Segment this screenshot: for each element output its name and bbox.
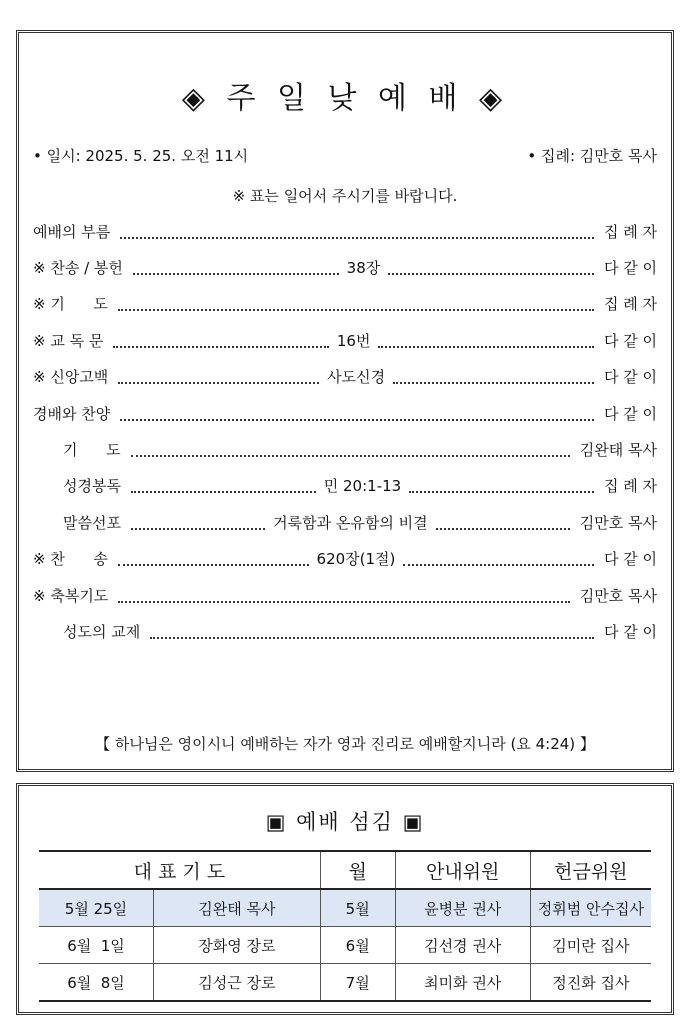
leader-dots [388,270,594,275]
order-item-label: 예배의 부름 [33,222,111,241]
standing-notice: ※ 표는 일어서 주시기를 바랍니다. [232,187,458,205]
order-item-label: ※ 기 도 [33,295,108,314]
table-row [39,964,651,1002]
usher: 최미화 권사 [395,964,530,1002]
leader-dots [133,270,339,275]
order-item [63,619,657,643]
duty-header-row [39,851,651,889]
offering: 정진화 집사 [530,964,651,1002]
month: 7월 [320,964,395,1002]
prayer-date: 5월 25일 [39,889,154,927]
order-item-detail: 거룩함과 온유함의 비결 [273,513,428,532]
order-item [33,401,657,425]
order-item-label: 경배와 찬양 [33,404,111,423]
service-leader: • 집례: 김만호 목사 [527,147,657,165]
leader-dots [131,452,570,457]
order-item-responsible: 다 같 이 [604,258,658,277]
usher: 김선경 권사 [395,927,530,964]
header-prayer: 대 표 기 도 [39,851,320,889]
leader-dots [409,488,594,493]
leader-dots [120,234,594,239]
header-offering: 헌금위원 [530,851,651,889]
order-item-detail: 사도신경 [327,368,386,387]
leader-dots [393,379,594,384]
order-item [33,255,657,279]
leader-dots [436,525,570,530]
worship-order-panel [16,30,674,772]
prayer-person: 장화영 장로 [154,927,321,964]
leader-dots [118,561,309,566]
order-item-label: ※ 신앙고백 [33,368,109,387]
order-item-detail: 620장(1절) [316,550,396,569]
order-item-detail: 38장 [346,258,381,277]
order-item [63,474,657,498]
order-item-responsible: 다 같 이 [603,404,657,423]
leader-dots [118,598,569,603]
table-row [39,927,651,964]
order-item-responsible: 김완태 목사 [579,440,657,459]
order-item-detail: 민 20:1-13 [323,477,402,496]
prayer-person: 김완태 목사 [154,889,321,927]
service-datetime: • 일시: 2025. 5. 25. 오전 11시 [33,147,249,165]
order-item-responsible: 다 같 이 [603,550,657,569]
order-item [63,510,657,534]
order-item-label: 기 도 [63,440,121,459]
order-item [33,365,657,389]
order-item-label: 말씀선포 [63,513,121,532]
leader-dots [113,343,329,348]
order-item [33,292,657,316]
header-month: 월 [320,851,395,889]
order-item [33,583,657,607]
order-item-responsible: 집 례 자 [603,222,657,241]
leader-dots [131,525,265,530]
order-item-responsible: 다 같 이 [603,622,657,641]
leader-dots [131,488,316,493]
table-row [39,889,651,927]
order-item-responsible: 집 례 자 [603,295,657,314]
leader-dots [378,343,594,348]
leader-dots [118,306,594,311]
prayer-date: 6월 8일 [39,964,154,1002]
month: 5월 [320,889,395,927]
prayer-person: 김성근 장로 [154,964,321,1002]
header-usher: 안내위원 [395,851,530,889]
order-item-responsible: 다 같 이 [603,331,657,350]
leader-dots [150,634,594,639]
order-item [33,547,657,571]
month: 6월 [320,927,395,964]
bible-verse: 【 하나님은 영이시니 예배하는 자가 영과 진리로 예배할지니라 (요 4:24) 】 [95,735,595,753]
order-item-responsible: 다 같 이 [603,368,657,387]
order-item-detail: 16번 [336,331,371,350]
order-item [63,437,657,461]
leader-dots [118,379,319,384]
leader-dots [403,561,594,566]
order-item-label: ※ 찬송 / 봉헌 [33,258,123,277]
service-title: ◈ 주 일 낮 예 배 ◈ [181,81,509,116]
usher: 윤병분 권사 [395,889,530,927]
order-item [33,328,657,352]
service-duty-panel [16,783,674,1015]
leader-dots [120,416,594,421]
order-item-label: ※ 축복기도 [33,586,109,605]
offering: 김미란 집사 [530,927,651,964]
order-item-responsible: 김만호 목사 [579,586,657,605]
offering: 정휘범 안수집사 [530,889,651,927]
prayer-date: 6월 1일 [39,927,154,964]
duty-table [39,850,651,1002]
duty-title: ▣ 예배 섬김 ▣ [265,810,425,834]
order-item-label: 성도의 교제 [63,622,141,641]
order-item-responsible: 김만호 목사 [579,513,657,532]
order-item-label: ※ 교 독 문 [33,331,104,350]
order-item-label: ※ 찬 송 [33,550,108,569]
order-item-responsible: 집 례 자 [603,477,657,496]
order-item [33,219,657,243]
order-item-label: 성경봉독 [63,477,121,496]
